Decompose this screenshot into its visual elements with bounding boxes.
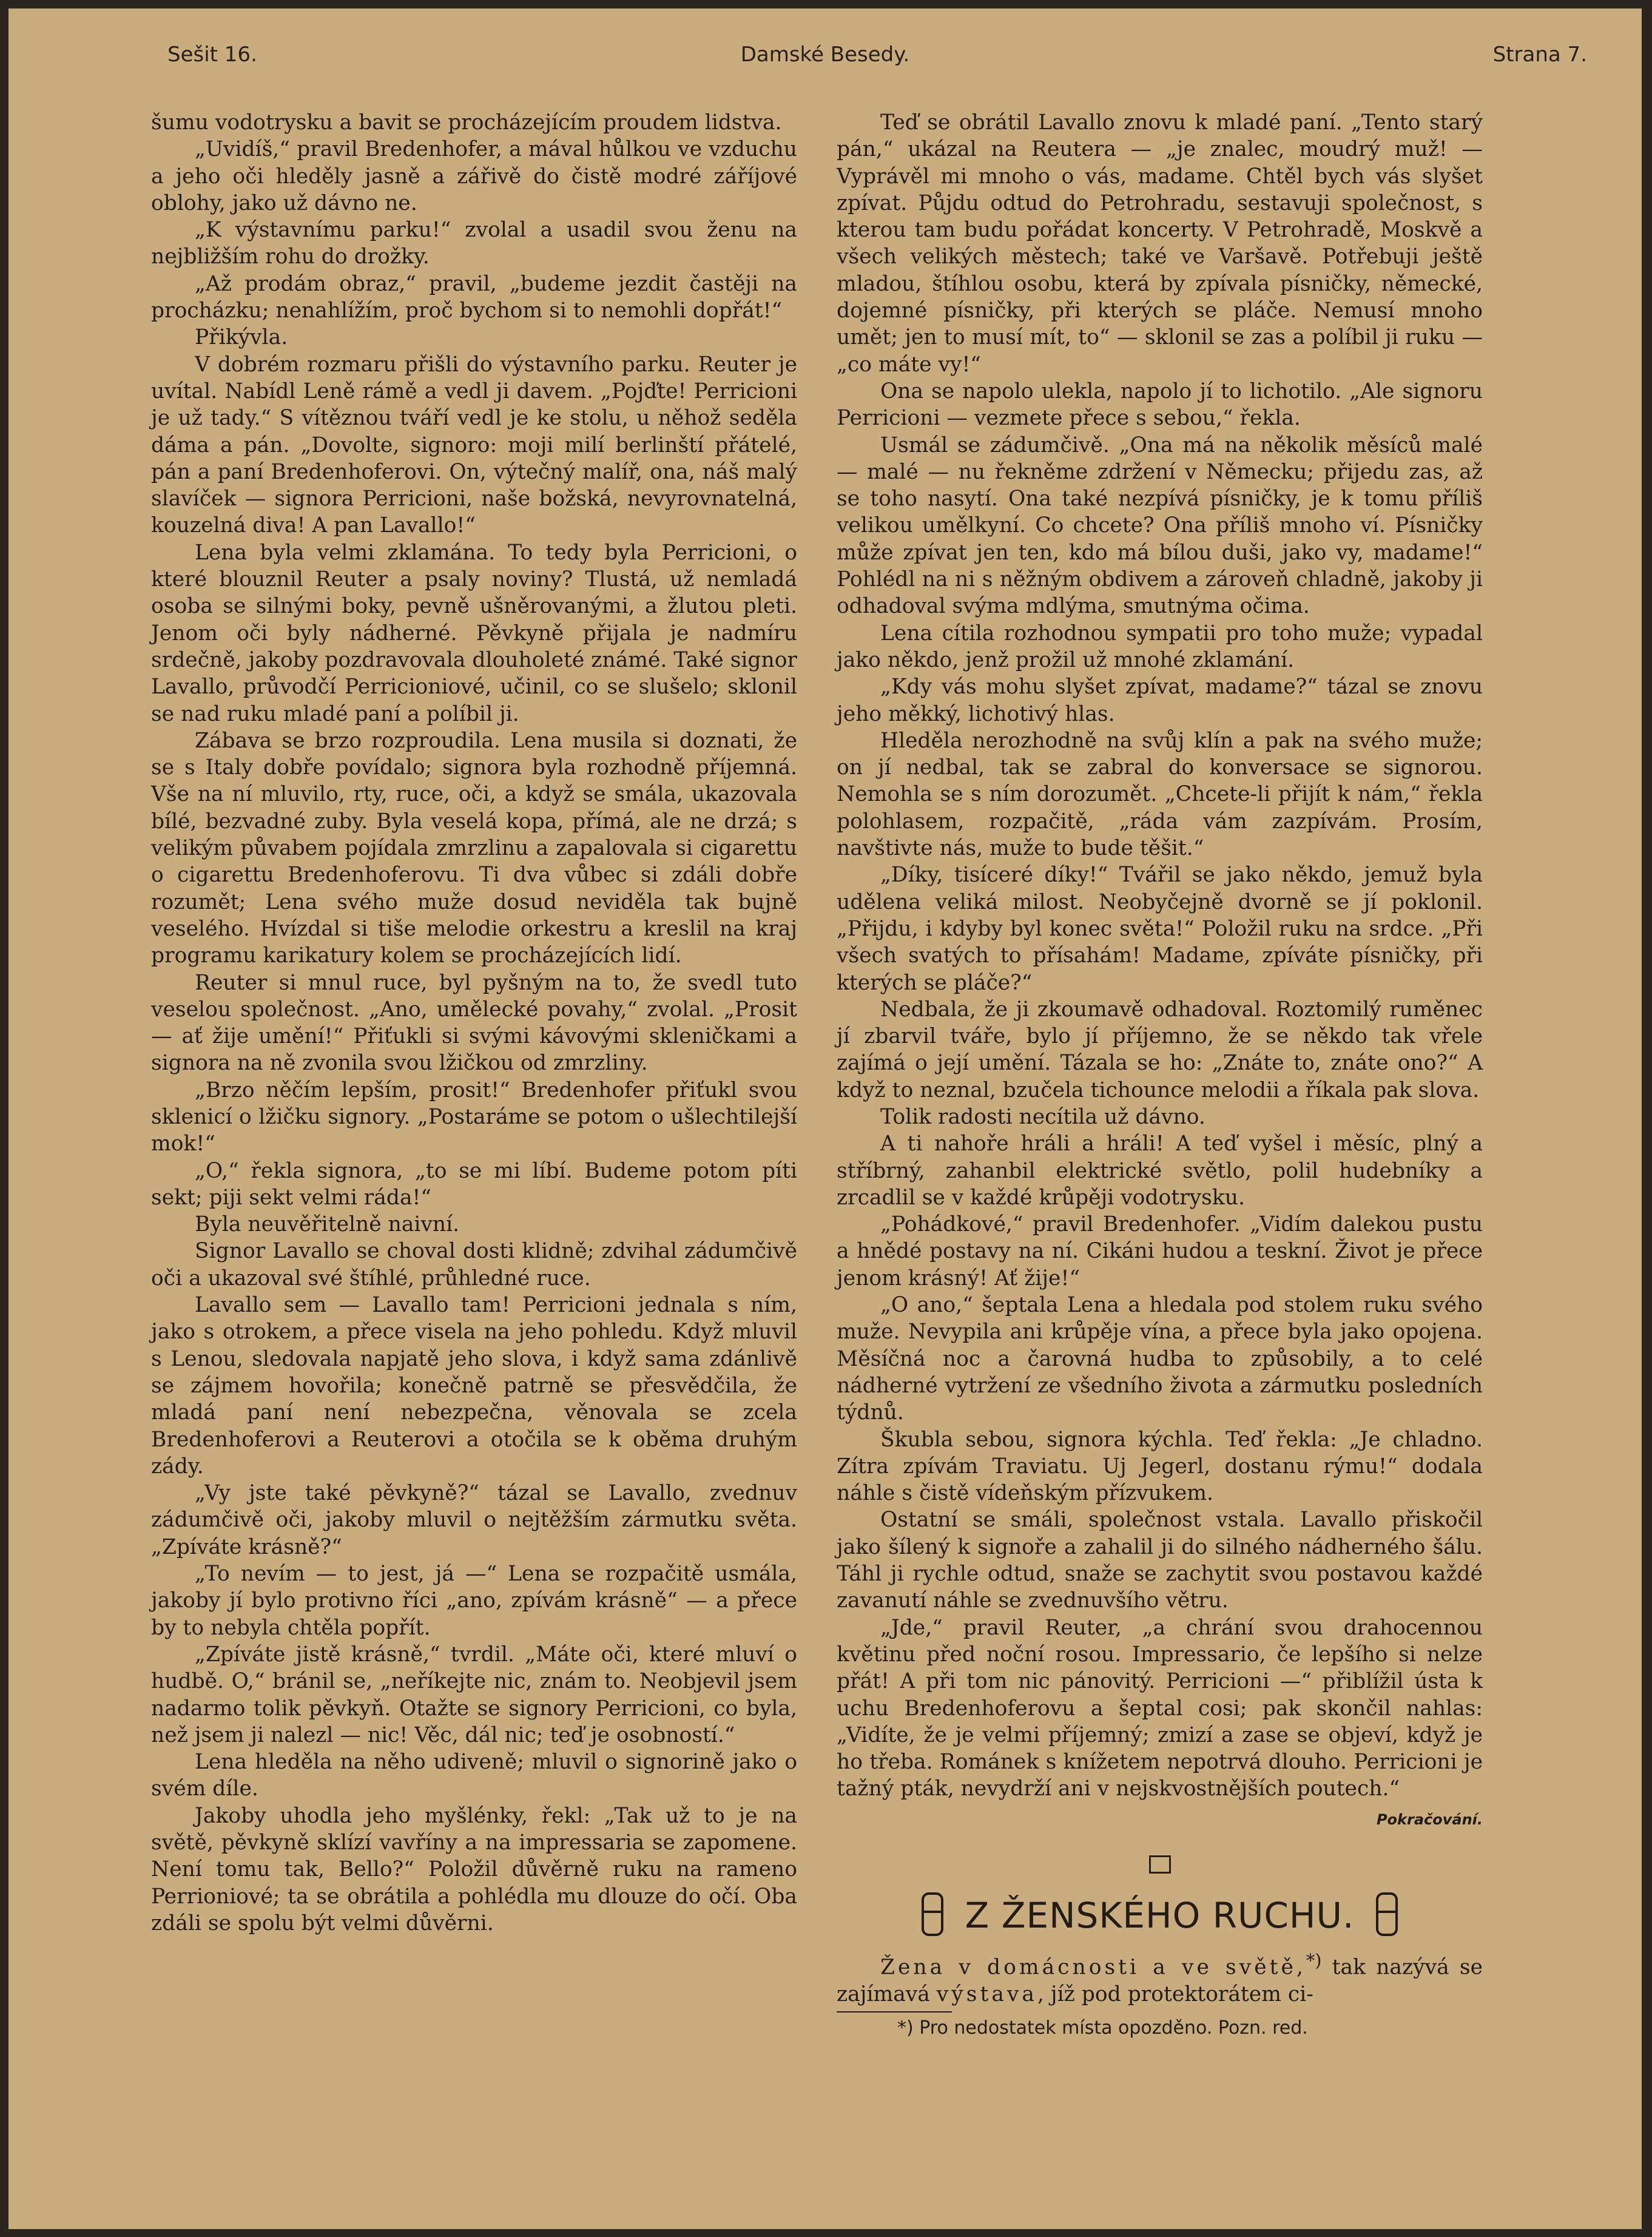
newspaper-page xyxy=(8,8,1642,2229)
section-lead-spaced: Žena v domácnosti a ve světě, xyxy=(880,1955,1306,1980)
paragraph: Hleděla nerozhodně na svůj klín a pak na svého muže; on jí nedbal, tak se zabral do konversace se signorou. Nemohla se s ním dorozumět. „Chcete-li přijít k nám,“ řekla polohlasem, rozpačitě, „ráda vám zazpívám. Prosím, navštivte nás, muže to bude těšit.“ xyxy=(837,728,1483,861)
section-lead-end: , jíž pod protektorátem ci- xyxy=(1037,1982,1313,2007)
paragraph: Reuter si mnul ruce, byl pyšným na to, že svedl tuto veselou společnost. „Ano, umělecké povahy,“ zvolal. „Prosit — ať žije umění!“ Přiťukli si svými kávovými skleničkami a signora na ně zvonila svou lžičkou od zmrzliny. xyxy=(151,970,797,1076)
paragraph: „Brzo něčím lepším, prosit!“ Bredenhofer přiťukl svou sklenicí o lžičku signory. „Postaráme se potom o ušlechtilejší mok!“ xyxy=(151,1078,797,1156)
paragraph: Usmál se zádumčivě. „Ona má na několik měsíců malé — malé — nu řekněme zdržení v Německu; přijedu zas, až se toho nasytí. Ona také nezpívá písničky, je k tomu příliš velikou umělkyní. Co chcete? Ona příliš mnoho ví. Písničky může zpívat jen ten, kdo má bílou duši, jako vy, madame!“ Pohlédl na ni s něžným obdivem a zároveň chladně, jakoby ji odhadoval svýma mdlýma, smutnýma očima. xyxy=(837,433,1483,619)
ornament-right-icon xyxy=(1376,1892,1398,1936)
paragraph: Lavallo sem — Lavallo tam! Perricioni jednala s ním, jako s otrokem, a přece visela na jeho pohledu. Když mluvil s Lenou, sledovala napjatě jeho slova, i když sama zdánlivě se zájmem hovořila; konečně patrně se přesvědčila, že mladá paní není nebezpečna, věnovala se zcela Bredenhoferovi a Reuterovi a otočila se k oběma druhým zády. xyxy=(151,1293,797,1479)
left-column xyxy=(151,109,797,1937)
right-column-paragraphs xyxy=(837,109,1483,1803)
paragraph: Lena byla velmi zklamána. To tedy byla Perricioni, o které blouznil Reuter a psaly noviny? Tlustá, už nemladá osoba se silnými boky, pevně ušněrovanými, a žlutou pleti. Jenom oči byly nádherné. Pěvkyně přijala je nadmíru srdečně, jakoby pozdravovala dlouholeté známé. Také signor Lavallo, průvodčí Perricioniové, učinil, co se slušelo; sklonil se nad ruku mladé paní a políbil ji. xyxy=(151,540,797,726)
paragraph: „Díky, tisíceré díky!“ Tvářil se jako někdo, jemuž byla udělena veliká milost. Neobyčejně dvorně se jí poklonil. „Přijdu, i kdyby byl konec světa!“ Položil ruku na srdce. „Při všech svatých to přísahám! Madame, zpíváte písničky, při kterých se pláče?“ xyxy=(837,863,1483,995)
paragraph: šumu vodotrysku a bavit se procházejícím proudem lidstva. xyxy=(151,110,782,135)
footnote-mark: *) xyxy=(1306,1950,1322,1971)
paragraph: A ti nahoře hráli a hráli! A teď vyšel i měsíc, plný a stříbrný, zahanbil elektrické světlo, polil hudebníky a zrcadlil se v každé krůpěji vodotrysku. xyxy=(837,1132,1483,1210)
paragraph: Škubla sebou, signora kýchla. Teď řekla: „Je chladno. Zítra zpívám Traviatu. Uj Jegerl, dostanu rýmu!“ dodala náhle s čistě vídeňským přízvukem. xyxy=(837,1427,1483,1506)
paragraph: Teď se obrátil Lavallo znovu k mladé paní. „Tento starý pán,“ ukázal na Reutera — „je znalec, moudrý muž! — Vyprávěl mi mnoho o vás, madame. Chtěl bych vás slyšet zpívat. Půjdu odtud do Petrohradu, sestavuji společnost, s kterou tam budu pořádat koncerty. V Petrohradě, Moskvě a všech velikých městech; také ve Varšavě. Potřebuji ještě mladou, štíhlou osobu, která by zpívala písničky, německé, dojemné písničky, při kterých se pláče. Nemusí mnoho umět; jen to musí mít, to“ — sklonil se zas a políbil ji ruku — „co máte vy!“ xyxy=(837,110,1483,377)
section-title: Z ŽENSKÉHO RUCHU. xyxy=(965,1895,1355,1937)
section-spaced-word: výstava xyxy=(936,1982,1037,2007)
page-number: Strana 7. xyxy=(1492,42,1587,67)
paragraph: Ostatní se smáli, společnost vstala. Lavallo přiskočil jako šílený k signoře a zahalil ji do silného nádherného šálu. Táhl ji rychle odtud, snaže se zachytit svou postavou každé zavanutí náhle se zvednuvšího větru. xyxy=(837,1508,1483,1613)
paragraph: „To nevím — to jest, já —“ Lena se rozpačitě usmála, jakoby jí bylo protivno říci „ano, zpívám krásně“ — a přece by to nebyla chtěla popřít. xyxy=(151,1562,797,1640)
paragraph: „Až prodám obraz,“ pravil, „budeme jezdit častěji na procházku; nenahlížím, proč bychom si to nemohli dopřát!“ xyxy=(151,271,797,323)
paragraph: „Zpíváte jistě krásně,“ tvrdil. „Máte oči, které mluví o hudbě. O,“ bránil se, „neříkejte nic, znám to. Neobjevil jsem nadarmo tolik pěvkyň. Otažte se signory Perricioni, co byla, než jsem ji nalezl — nic! Věc, dál nic; teď je osobností.“ xyxy=(151,1642,797,1747)
paragraph: „K výstavnímu parku!“ zvolal a usadil svou ženu na nejbližším rohu do drožky. xyxy=(151,218,797,269)
paragraph: Ona se napolo ulekla, napolo jí to lichotilo. „Ale signoru Perricioni — vezmete přece s sebou,“ řekla. xyxy=(837,379,1483,431)
paragraph: Byla neuvěřitelně naivní. xyxy=(195,1212,460,1237)
paragraph: „Jde,“ pravil Reuter, „a chrání svou drahocennou květinu před noční rosou. Impressario, če lepšího si nelze přát! A při tom nic pánovitý. Perricioni —“ přiblížil ústa k uchu Bredenhoferovu a šeptal cosi; pak skončil nahlas: „Vidíte, že je velmi příjemný; zmizí a zase se objeví, když je ho třeba. Románek s knížetem nepotrvá dlouho. Perricioni je tažný pták, nevydrží ani v nejskvostnějších poutech.“ xyxy=(837,1615,1483,1801)
section-lead-rest: tak nazývá se zajímavá xyxy=(837,1955,1483,2007)
paragraph: V dobrém rozmaru přišli do výstavního parku. Reuter je uvítal. Nabídl Leně rámě a vedl ji davem. „Pojďte! Perricioni je už tady.“ S vítěznou tváří vedl je ke stolu, u něhož seděla dáma a pán. „Dovolte, signoro: moji milí berlinští přátelé, pán a paní Bredenhoferovi. On, výtečný malíř, ona, náš malý slavíček — signora Perricioni, naše božská, nevyrovnatelná, kouzelná diva! A pan Lavallo!“ xyxy=(151,352,797,538)
paragraph: Jakoby uhodla jeho myšlénky, řekl: „Tak už to je na světě, pěvkyně sklízí vavříny a na impressaria se zapomene. Není tomu tak, Bello?“ Položil důvěrně ruku na rameno Perrioniové; ta se obrátila a pohlédla mu dlouze do očí. Oba zdáli se spolu být velmi důvěrni. xyxy=(151,1803,797,1935)
paragraph: „O ano,“ šeptala Lena a hledala pod stolem ruku svého muže. Nevypila ani krůpěje vína, a přece byla jako opojena. Měsíčná noc a čarovná hudba to způsobily, a to celé nádherné vytržení ze všedního života a zármutku posledních týdnů. xyxy=(837,1293,1483,1425)
paragraph: „O,“ řekla signora, „to se mi líbí. Budeme potom píti sekt; piji sekt velmi ráda!“ xyxy=(151,1158,797,1210)
paragraph: Signor Lavallo se choval dosti klidně; zdvihal zádumčivě oči a ukazoval své štíhlé, průhledné ruce. xyxy=(151,1239,797,1291)
paragraph: „Uvidíš,“ pravil Bredenhofer, a mával hůlkou ve vzduchu a jeho oči hleděly jasně a zářivě do čistě modré záříjové oblohy, jako už dávno ne. xyxy=(151,137,797,215)
section-separator-icon xyxy=(837,1854,1483,1880)
right-column xyxy=(837,109,1483,2040)
section-lead-paragraph xyxy=(837,1947,1483,2008)
paragraph: Tolik radosti necítila už dávno. xyxy=(880,1104,1205,1129)
page-header xyxy=(8,42,1642,79)
continuation-note: Pokračování. xyxy=(1376,1810,1483,1828)
paragraph: „Vy jste také pěvkyně?“ tázal se Lavallo, zvednuv zádumčivě oči, jakoby mluvil o nejtěžším zármutku světa. „Zpíváte krásně?“ xyxy=(151,1481,797,1559)
section-heading xyxy=(837,1891,1483,1940)
paragraph: Nedbala, že ji zkoumavě odhadoval. Roztomilý ruměnec jí zbarvil tváře, bylo jí příjemno, že se někdo tak vřele zajímá o její umění. Tázala se ho: „Znáte to, znáte ono?“ A když to neznal, bzučela tichounce melodii a říkala pak slova. xyxy=(837,997,1483,1102)
paragraph: Zábava se brzo rozproudila. Lena musila si doznati, že se s Italy dobře povídalo; signora byla rozhodně příjemná. Vše na ní mluvilo, rty, ruce, oči, a když se smála, ukazovala bílé, bezvadné zuby. Byla veselá kopa, přímá, ale ne drzá; s velikým půvabem pojídala zmrzlinu a zapalovala si cigarettu o cigarettu Bredenhoferovu. Ti dva vůbec si zdáli dobře rozumět; Lena svého muže dosud neviděla tak bujně veselého. Hvízdal si tiše melodie orkestru a kreslil na kraj programu karikatury kolem se procházejících lidí. xyxy=(151,728,797,968)
ornament-left-icon xyxy=(922,1892,943,1936)
issue-number: Sešit 16. xyxy=(167,42,257,67)
footnote-divider xyxy=(837,2011,952,2013)
paragraph: Lena cítila rozhodnou sympatii pro toho muže; vypadal jako někdo, jenž prožil už mnohé zklamání. xyxy=(837,621,1483,672)
footnote: *) Pro nedostatek místa opozděno. Pozn. red. xyxy=(897,2017,1308,2039)
paragraph: „Pohádkové,“ pravil Bredenhofer. „Vidím dalekou pustu a hnědé postavy na ní. Cikáni hudou a teskní. Život je přece jenom krásný! Ať žije!“ xyxy=(837,1212,1483,1291)
magazine-title: Damské Besedy. xyxy=(740,42,910,67)
paragraph: „Kdy vás mohu slyšet zpívat, madame?“ tázal se znovu jeho měkký, lichotivý hlas. xyxy=(837,675,1483,726)
paragraph: Lena hleděla na něho udiveně; mluvil o signorině jako o svém díle. xyxy=(151,1750,797,1801)
paragraph: Přikývla. xyxy=(195,325,288,350)
